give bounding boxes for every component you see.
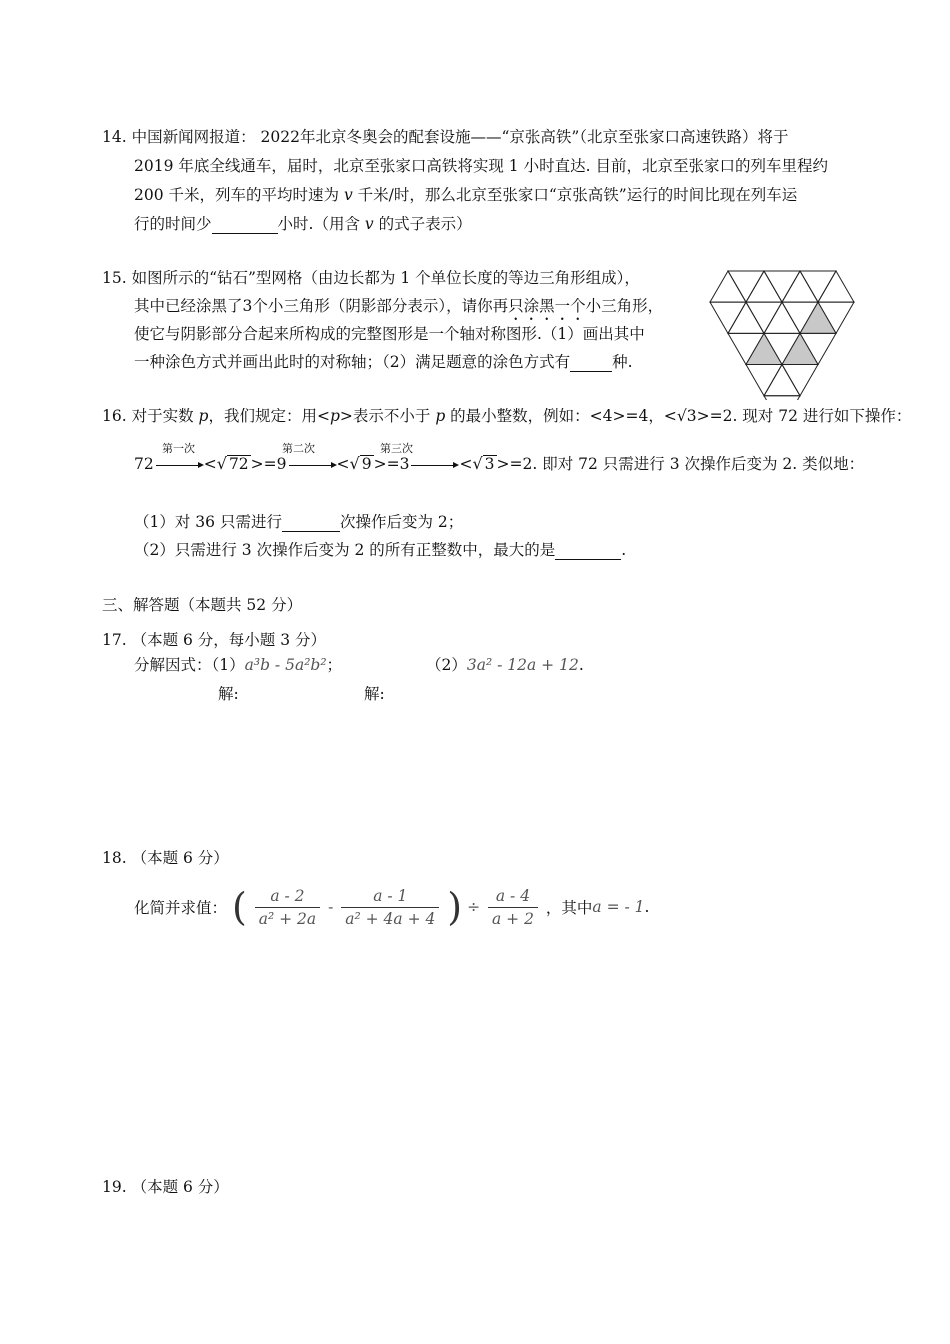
q19-head: 19. （本题 6 分） [102, 1178, 229, 1196]
arrow-label-3: 第三次 [380, 442, 413, 455]
q16-1-answer-blank[interactable] [282, 515, 340, 532]
grid-triangle[interactable] [746, 271, 782, 302]
sqrt-icon: √ [216, 454, 227, 473]
q14-line-3: 200 千米，列车的平均时速为 v 千米/时，那么北京至张家口“京张高铁”运行的时间比现在列车运 [134, 186, 798, 204]
q14-line-4: 行的时间少 小时.（用含 v 的式子表示） [134, 215, 472, 233]
q15-line-4: 一种涂色方式并画出此时的对称轴；（2）满足题意的涂色方式有 种. [134, 353, 633, 371]
fraction-3: $\frac{a - 4}{a + 2}$ [488, 887, 538, 928]
arrow-label-2: 第二次 [282, 442, 315, 455]
q15-line-3: 使它与阴影部分合起来所构成的完整图形是一个轴对称图形.（1）画出其中 [134, 325, 645, 343]
q18-expression: 化简并求值： ( $\frac{a - 2}{\text{a² + 2a}}$ - $\frac{a - 1}{\text{a² + 4a + 4}}$ ) ÷ $\frac{a - 4}{a + 2}$ ，其中a = - 1. [134, 885, 650, 929]
grid-triangle[interactable] [746, 365, 782, 396]
grid-triangle[interactable] [764, 365, 800, 396]
q17-problems: 分解因式：（1）a³b - 5a²b²； [134, 656, 343, 674]
sqrt-icon: √ [349, 454, 360, 473]
arrow-icon [411, 465, 457, 466]
q17-head: 17. （本题 6 分，每小题 3 分） [102, 631, 327, 649]
arrow-label-1: 第一次 [162, 442, 195, 455]
shaded-triangle[interactable] [800, 302, 836, 333]
grid-triangle[interactable] [782, 365, 818, 396]
grid-triangle[interactable] [710, 271, 746, 302]
q15-answer-blank[interactable] [570, 355, 612, 372]
arrow-icon [156, 465, 202, 466]
q16-2-answer-blank[interactable] [555, 543, 621, 560]
fraction-2: $\frac{a - 1}{\text{a² + 4a + 4}}$ [341, 887, 439, 928]
diamond-grid-figure [708, 270, 860, 400]
grid-triangle[interactable] [782, 271, 818, 302]
grid-triangle[interactable] [728, 302, 764, 333]
q16-sub-2: （2）只需进行 3 次操作后变为 2 的所有正整数中，最大的是 . [134, 541, 627, 559]
q17-solution-2-label: 解: [364, 685, 385, 703]
shaded-triangle[interactable] [746, 333, 782, 364]
grid-triangle[interactable] [818, 271, 854, 302]
fraction-1: $\frac{a - 2}{\text{a² + 2a}}$ [255, 887, 320, 928]
grid-triangle[interactable] [764, 271, 800, 302]
arrow-icon [289, 465, 335, 466]
q16-line-1: 16. 对于实数 p，我们规定：用<p>表示不小于 p 的最小整数，例如：<4>=4，<√3>=2. 现对 72 进行如下操作： [102, 407, 912, 425]
q15-line-2: 其中已经涂黑了3个小三角形（阴影部分表示），请你再只涂黑一个小三角形， [134, 297, 664, 315]
q16-operation-chain: 72 <√ 72 >=9 <√ 9 >=3 <√ 3 >=2. 即对 72 只需进行 3 次操作后变为 2. 类似地： [134, 454, 865, 473]
grid-triangle[interactable] [710, 302, 746, 333]
q16-sub-1: （1）对 36 只需进行 次操作后变为 2； [134, 513, 464, 531]
q18-head: 18. （本题 6 分） [102, 849, 229, 867]
grid-triangle[interactable] [764, 302, 800, 333]
q17-problem-2: （2）3a² - 12a + 12. [426, 656, 584, 674]
sqrt-icon: √ [472, 454, 483, 473]
q17-solution-1-label: 解: [218, 685, 239, 703]
q15-line-1: 15. 如图所示的“钻石”型网格（由边长都为 1 个单位长度的等边三角形组成）， [102, 269, 640, 287]
q14-line-1: 14. 中国新闻网报道： 2022年北京冬奥会的配套设施——“京张高铁”（北京至张家口高速铁路）将于 [102, 128, 789, 146]
section-3-heading: 三、解答题（本题共 52 分） [102, 596, 303, 614]
grid-triangle[interactable] [746, 302, 782, 333]
grid-triangle[interactable] [764, 396, 800, 400]
grid-triangle[interactable] [728, 271, 764, 302]
q14-line-2: 2019 年底全线通车，届时，北京至张家口高铁将实现 1 小时直达. 目前，北京至张家口的列车里程约 [134, 157, 828, 175]
grid-triangle[interactable] [800, 271, 836, 302]
shaded-triangle[interactable] [782, 333, 818, 364]
q14-answer-blank[interactable] [212, 217, 278, 234]
